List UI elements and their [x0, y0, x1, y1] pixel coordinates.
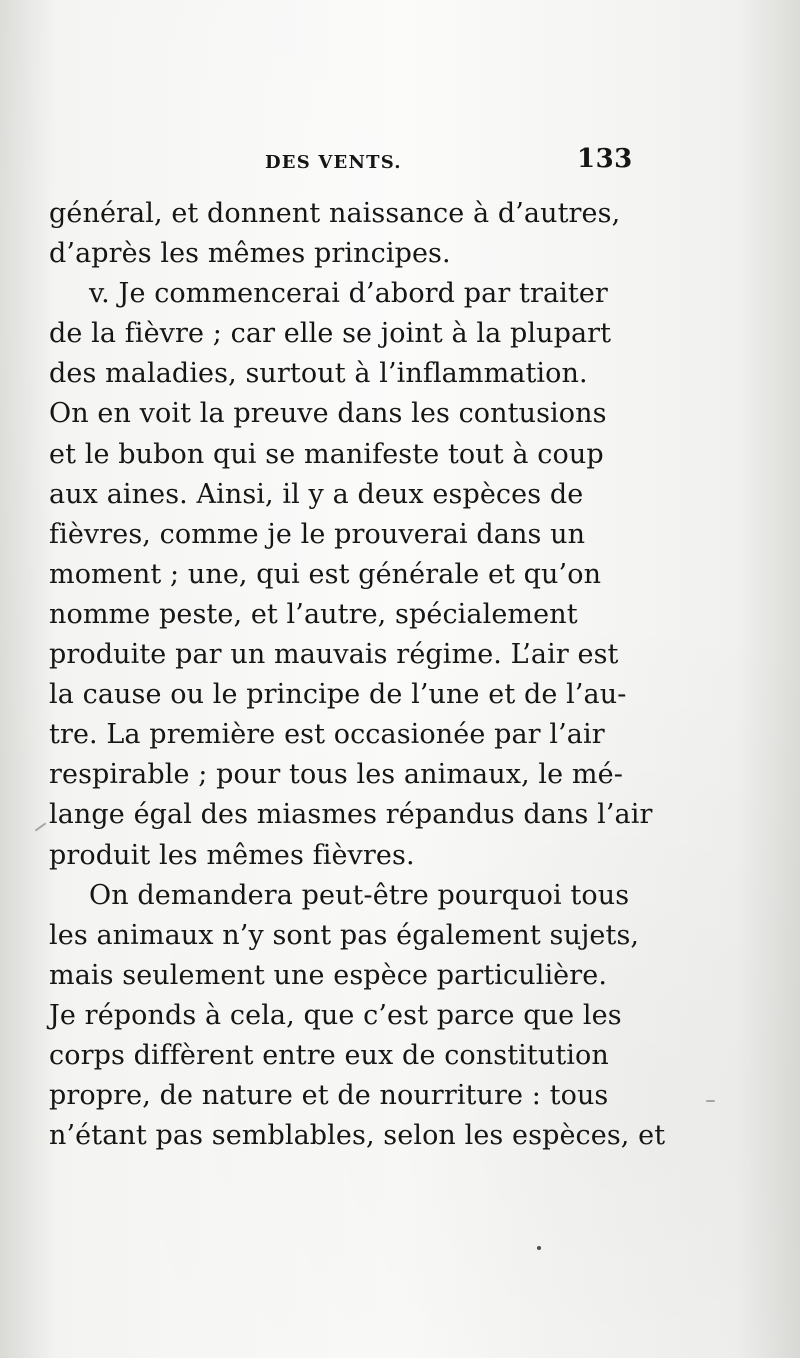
text-line: mais seulement une espèce particulière. — [49, 959, 608, 991]
text-line: n’étant pas semblables, selon les espèces, et — [49, 1120, 666, 1152]
scan-mark-left — [35, 822, 47, 831]
text-line: aux aines. Ainsi, il y a deux espèces de — [49, 478, 584, 510]
text-line: moment ; une, qui est générale et qu’on — [49, 558, 602, 590]
text-line: tre. La première est occasionée par l’air — [49, 719, 605, 751]
text-line: lange égal des miasmes répandus dans l’air — [49, 799, 653, 831]
text-line: propre, de nature et de nourriture : tous — [49, 1080, 609, 1112]
text-line: des maladies, surtout à l’inflammation. — [49, 358, 588, 390]
text-line: et le bubon qui se manifeste tout à coup — [49, 438, 604, 470]
scan-mark-right — [706, 1100, 715, 1102]
text-line: de la fièvre ; car elle se joint à la plupart — [49, 318, 612, 350]
page-number: 133 — [577, 144, 633, 174]
running-title: DES VENTS. — [265, 152, 402, 173]
page-header — [0, 146, 800, 186]
text-line: d’après les mêmes principes. — [49, 238, 451, 270]
paragraph-start-line: On demandera peut-être pourquoi tous — [89, 879, 630, 911]
text-line: Je réponds à cela, que c’est parce que les — [49, 999, 622, 1031]
text-line: la cause ou le principe de l’une et de l’au- — [49, 679, 627, 711]
text-line: nomme peste, et l’autre, spécialement — [49, 598, 578, 630]
text-line: corps diffèrent entre eux de constitution — [49, 1039, 609, 1071]
text-line: On en voit la preuve dans les contusions — [49, 398, 607, 430]
text-line: produit les mêmes fièvres. — [49, 839, 415, 871]
text-line: produite par un mauvais régime. L’air est — [49, 639, 619, 671]
text-line: fièvres, comme je le prouverai dans un — [49, 518, 586, 550]
page-text — [49, 194, 666, 1156]
paragraph-start-line: v. Je commencerai d’abord par traiter — [89, 278, 608, 310]
text-line: les animaux n’y sont pas également sujets, — [49, 919, 640, 951]
text-line: respirable ; pour tous les animaux, le mé- — [49, 759, 623, 791]
scan-speck — [537, 1246, 541, 1250]
text-line: général, et donnent naissance à d’autres, — [49, 198, 621, 229]
